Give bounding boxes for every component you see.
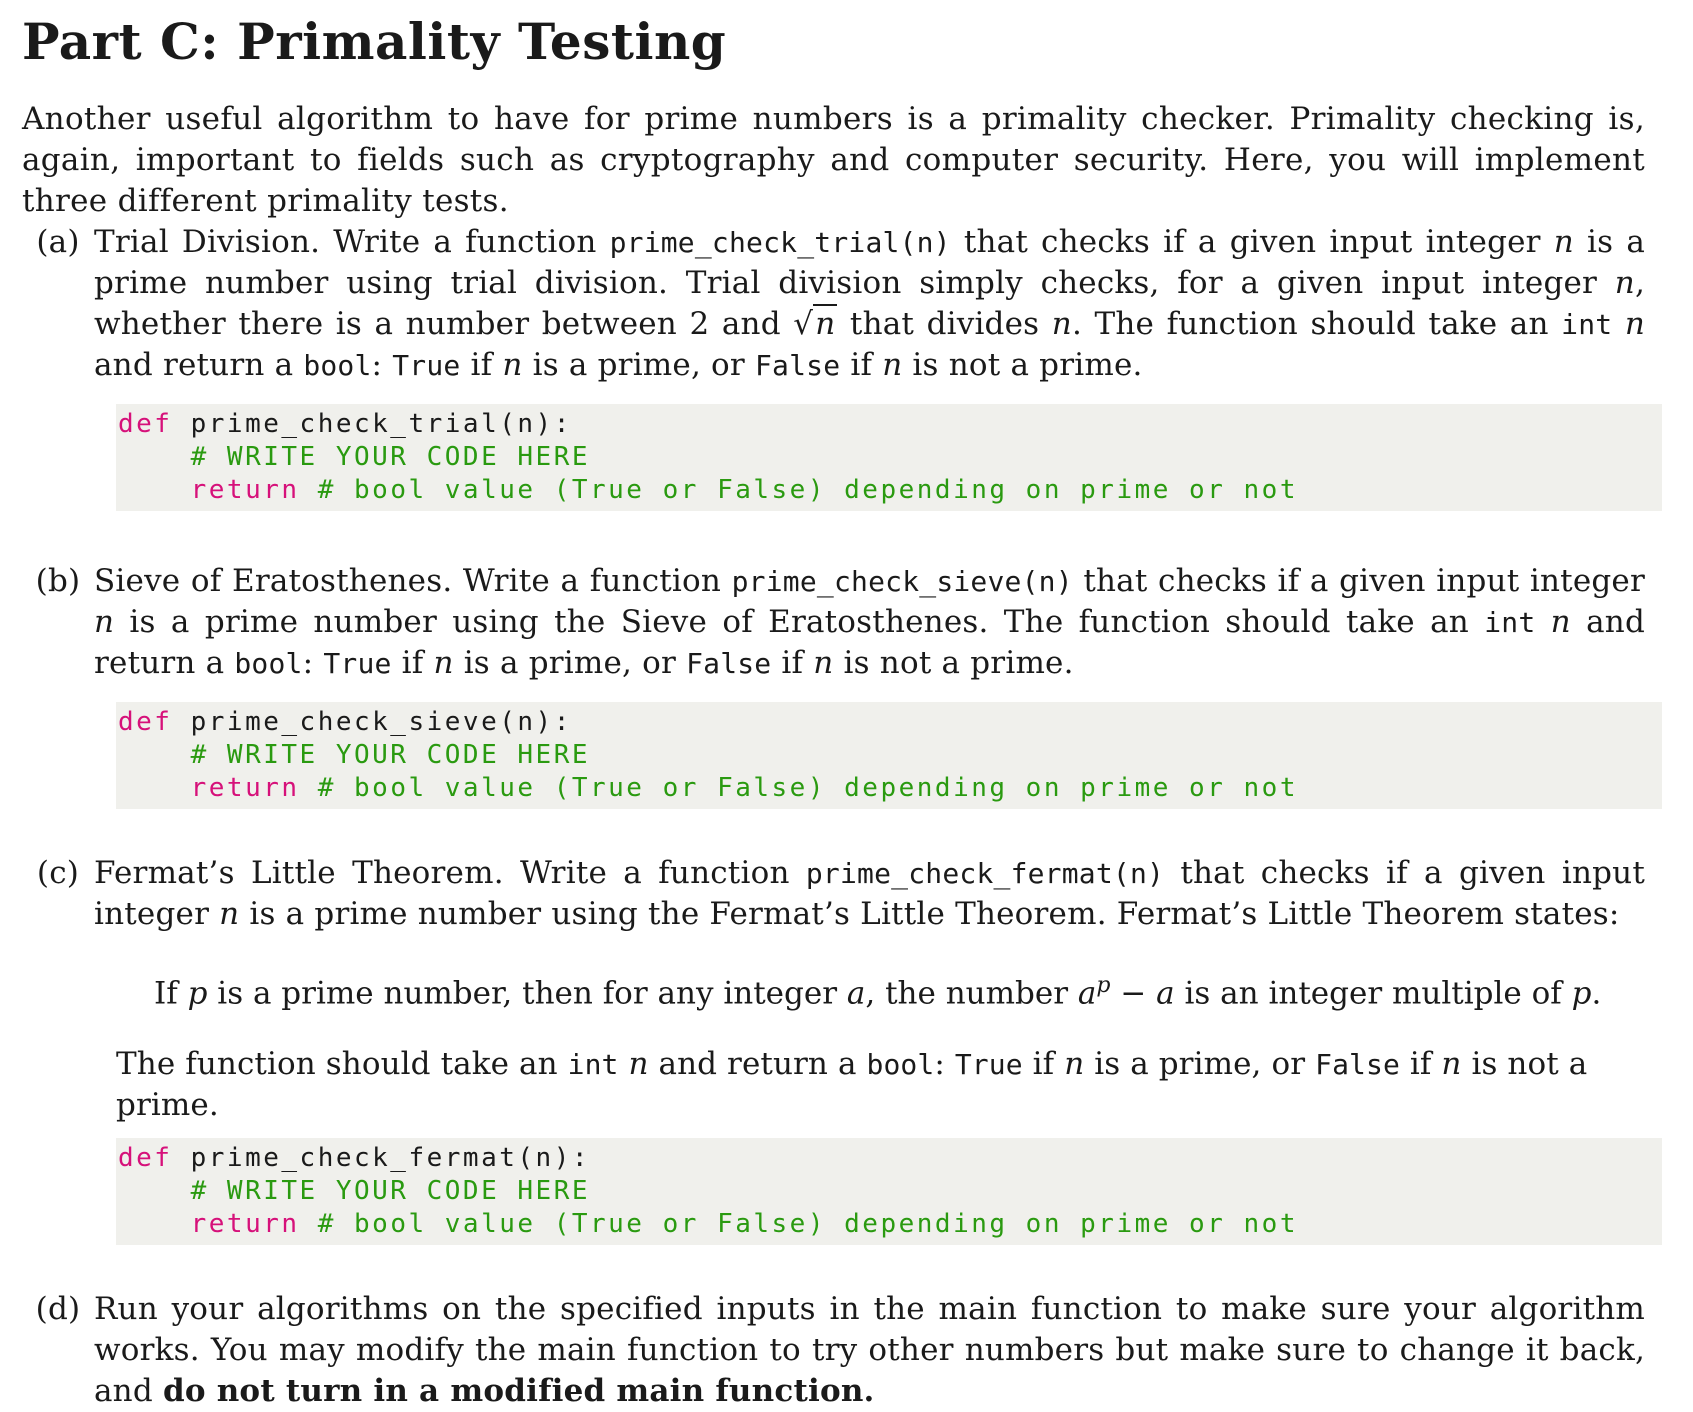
- text-span: Run your algorithms on the specified inputs in the main function to make sure your algorithm works. You may modify the main function to try other numbers but make sure to change it back, and: [94, 1291, 1645, 1410]
- code-false: False: [1315, 1048, 1400, 1082]
- math-a: a: [846, 975, 866, 1012]
- text-span: if: [460, 347, 503, 383]
- math-n: n: [1614, 265, 1635, 301]
- math-n: n: [219, 896, 240, 932]
- item-c-text: [94, 853, 1645, 935]
- text-span: is a prime, or: [1084, 1046, 1316, 1083]
- code-block-fermat: [116, 1138, 1662, 1245]
- keyword-return: return: [190, 1209, 300, 1240]
- text-span: is not a prime.: [902, 347, 1143, 383]
- keyword-def: def: [118, 707, 173, 737]
- text-span: that checks if a given input integer: [950, 224, 1554, 260]
- code-block-trial: [116, 404, 1662, 511]
- item-d-text: [94, 1289, 1645, 1412]
- math-n: n: [1051, 306, 1072, 342]
- code-signature: prime_check_fermat(n):: [172, 1143, 590, 1174]
- text-span: that checks if a given input integer: [94, 855, 1645, 932]
- text-span: that divides: [837, 306, 1052, 342]
- text-span: Trial Division. Write a function: [94, 224, 610, 260]
- math-p: p: [187, 975, 208, 1012]
- text-span: Sieve of Eratosthenes. Write a function: [94, 563, 732, 599]
- code-bool: bool: [234, 647, 303, 680]
- math-n: n: [433, 645, 454, 681]
- math-n: n: [628, 1046, 649, 1083]
- function-name-fermat: prime_check_fermat(n): [805, 857, 1165, 890]
- text-span: −: [1110, 975, 1157, 1012]
- math-exponent-p: p: [1096, 973, 1111, 998]
- item-b-marker: (b): [35, 563, 81, 599]
- text-span: is a prime, or: [522, 347, 755, 383]
- code-block-sieve: [116, 702, 1662, 809]
- function-name-sieve: prime_check_sieve(n): [731, 565, 1073, 598]
- code-false: False: [686, 647, 772, 680]
- fermat-theorem-statement: [154, 965, 1645, 1014]
- text-span: :: [934, 1046, 955, 1083]
- code-signature: prime_check_trial(n):: [172, 409, 572, 439]
- radical-sign: √: [793, 306, 814, 342]
- text-span: :: [302, 645, 314, 681]
- math-n: n: [882, 347, 903, 383]
- code-comment: # WRITE YOUR CODE HERE: [190, 740, 590, 770]
- code-int: int: [1561, 308, 1613, 341]
- text-span: If: [154, 975, 188, 1012]
- text-span: and return a: [94, 347, 304, 383]
- text-span: is a prime number using trial division. Trial division simply checks, for a given input integer: [94, 224, 1646, 301]
- text-span: is not a prime.: [833, 645, 1074, 681]
- text-span: and return a: [648, 1046, 867, 1083]
- text-span: that checks if a given input integer: [1072, 563, 1645, 599]
- text-span: is an integer multiple of: [1174, 975, 1572, 1012]
- sqrt-n: [793, 304, 837, 345]
- text-span: , whether there is a number between 2 and: [94, 265, 1645, 342]
- math-n: n: [1624, 306, 1646, 342]
- item-c: [22, 853, 1645, 935]
- code-signature: prime_check_sieve(n):: [172, 707, 572, 737]
- code-int: int: [567, 1048, 619, 1082]
- item-a: [22, 222, 1645, 386]
- page-title: Part C: Primality Testing: [22, 12, 727, 71]
- intro-paragraph: Another useful algorithm to have for prime numbers is a primality checker. Primality checking is, again, important to fields such as cryptography and computer security. Here, you will implement three different primality tests.: [22, 101, 1645, 219]
- text-span: .: [1591, 975, 1602, 1012]
- fermat-return-description: [116, 1044, 1645, 1126]
- text-span: if: [1022, 1046, 1065, 1083]
- math-n: n: [1441, 1046, 1462, 1083]
- keyword-return: return: [190, 773, 300, 803]
- code-false: False: [755, 349, 841, 382]
- text-span: , the number: [865, 975, 1078, 1012]
- item-a-text: [94, 222, 1645, 386]
- text-span: is a prime number using the Fermat’s Little Theorem. Fermat’s Little Theorem states:: [239, 896, 1620, 932]
- text-span: is a prime number using the Sieve of Eratosthenes. The function should take an: [114, 604, 1485, 640]
- math-n: n: [1064, 1046, 1085, 1083]
- text-span: and return a: [94, 604, 1645, 681]
- code-true: True: [392, 349, 461, 382]
- item-d-marker: (d): [35, 1291, 81, 1328]
- text-span: is not a prime.: [116, 1046, 1588, 1124]
- code-comment: # bool value (True or False) depending on prime or not: [299, 1209, 1298, 1240]
- text-span: if: [840, 347, 883, 383]
- math-a: a: [1156, 975, 1175, 1012]
- code-comment: # WRITE YOUR CODE HERE: [190, 442, 590, 472]
- item-c-marker: (c): [36, 855, 80, 891]
- math-n: n: [502, 347, 523, 383]
- code-true: True: [954, 1048, 1023, 1082]
- math-n: n: [1553, 224, 1574, 260]
- item-d: [22, 1289, 1645, 1412]
- text-span: Fermat’s Little Theorem. Write a function: [94, 855, 806, 891]
- text-span: if: [1399, 1046, 1442, 1083]
- text-span: . The function should take an: [1071, 306, 1562, 342]
- text-span: The function should take an: [116, 1046, 568, 1083]
- function-name-trial: prime_check_trial(n): [609, 226, 951, 259]
- math-n: n: [94, 604, 115, 640]
- code-bool: bool: [303, 349, 372, 382]
- math-n: n: [813, 645, 834, 681]
- keyword-return: return: [190, 475, 300, 505]
- keyword-def: def: [118, 409, 173, 439]
- code-true: True: [323, 647, 392, 680]
- item-b: [22, 561, 1645, 684]
- math-a: a: [1077, 975, 1097, 1012]
- text-span: if: [391, 645, 434, 681]
- math-n: n: [815, 306, 836, 342]
- code-comment: # WRITE YOUR CODE HERE: [190, 1176, 590, 1207]
- text-span: :: [371, 347, 393, 383]
- code-int: int: [1484, 606, 1536, 639]
- keyword-def: def: [118, 1143, 173, 1174]
- text-span: is a prime, or: [453, 645, 687, 681]
- text-span: if: [771, 645, 814, 681]
- math-p: p: [1571, 975, 1592, 1012]
- bold-warning: do not turn in a modified main function.: [162, 1373, 875, 1410]
- math-n: n: [1550, 604, 1571, 640]
- item-b-text: [94, 561, 1645, 684]
- code-comment: # bool value (True or False) depending on prime or not: [299, 475, 1298, 505]
- code-comment: # bool value (True or False) depending on prime or not: [299, 773, 1298, 803]
- text-span: is a prime number, then for any integer: [207, 975, 847, 1012]
- item-a-marker: (a): [36, 224, 80, 260]
- code-bool: bool: [866, 1048, 935, 1082]
